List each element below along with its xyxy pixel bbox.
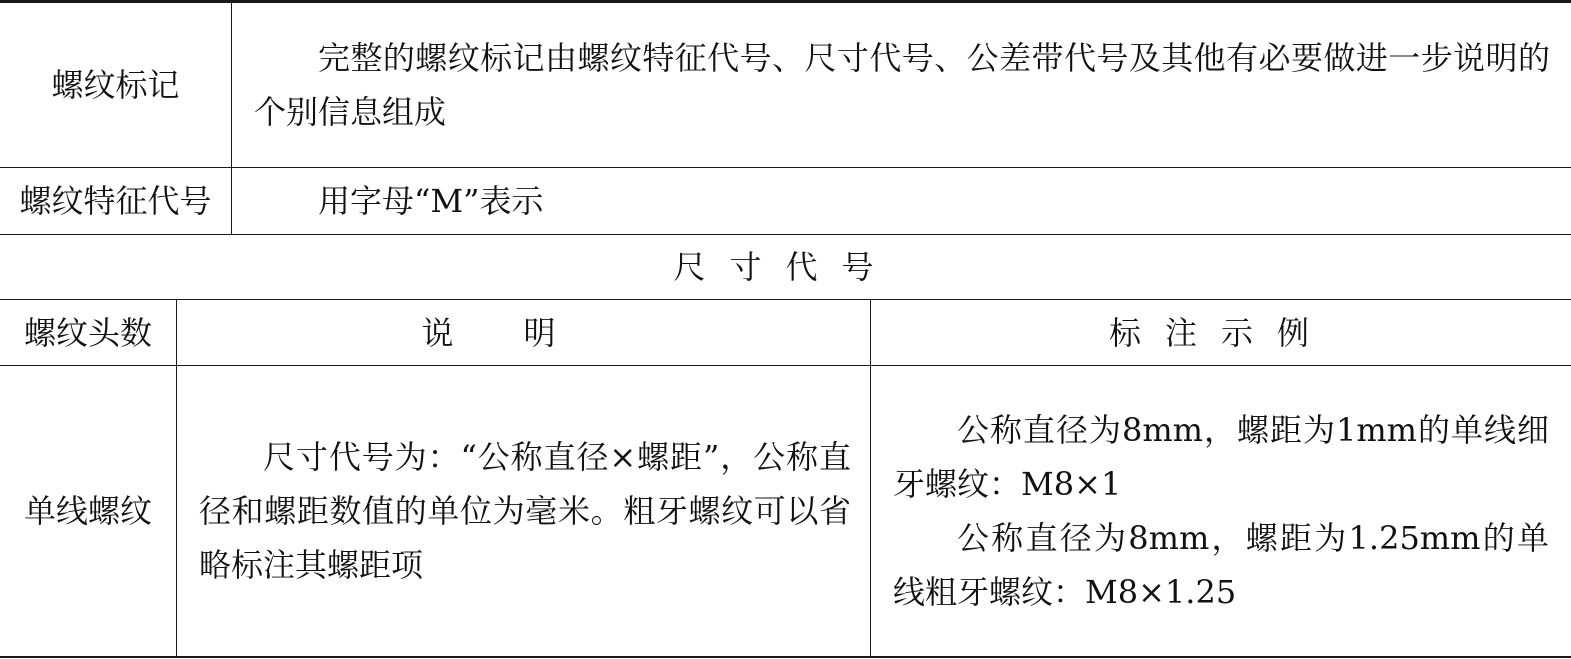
marking-label-cell [0,3,231,167]
header-description-cell [177,300,870,365]
feature-code-label: 螺纹特征代号 [19,182,212,220]
marking-label: 螺纹标记 [51,66,180,104]
single-thread-description: 尺寸代号为：“公称直径×螺距”，公称直径和螺距数值的单位为毫米。粗牙螺纹可以省略标注其螺距项 [199,438,851,584]
marking-text-cell [254,3,1550,167]
feature-code-label-cell [0,168,231,234]
column-divider [231,0,232,234]
feature-code-text: 用字母“M”表示 [318,182,544,220]
example-fine-thread: 公称直径为8mm，螺距为1mm的单线细牙螺纹：M8×1 [893,411,1549,503]
feature-code-text-cell [254,168,1550,234]
header-description: 说明 [421,313,626,352]
single-thread-label-cell [0,366,176,656]
single-thread-label: 单线螺纹 [23,492,152,530]
marking-text: 完整的螺纹标记由螺纹特征代号、尺寸代号、公差带代号及其他有必要做进一步说明的个别信息组成 [254,39,1550,131]
header-example: 标注示例 [1108,313,1333,352]
header-thread-starts-cell [0,300,176,365]
table-bottom-border [0,656,1571,658]
example-coarse-thread: 公称直径为8mm，螺距为1.25mm的单线粗牙螺纹：M8×1.25 [893,519,1549,611]
single-thread-example-cell [893,366,1549,656]
header-thread-starts: 螺纹头数 [23,313,152,352]
section-title-cell [0,235,1571,299]
header-example-cell [871,300,1571,365]
section-title: 尺寸代号 [673,248,898,286]
single-thread-description-cell [199,366,851,656]
